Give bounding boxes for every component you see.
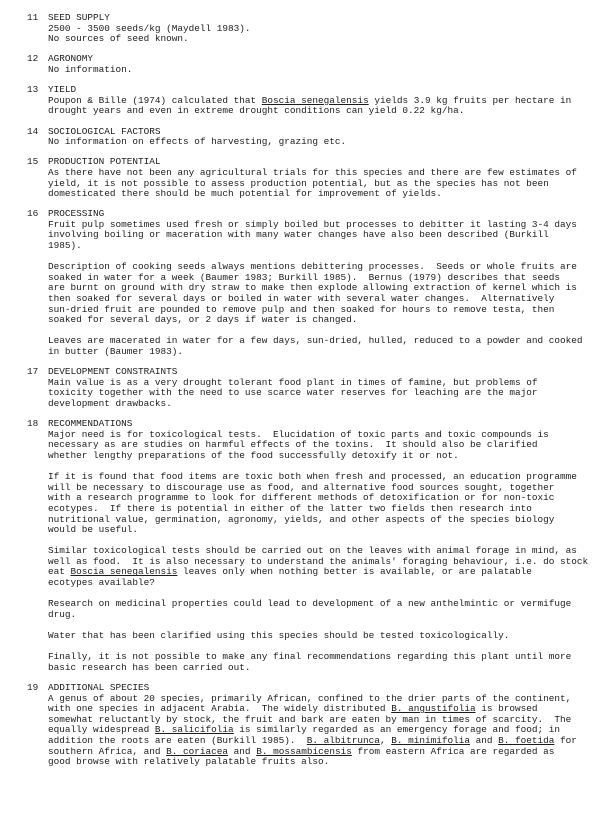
text-segment: Fruit pulp sometimes used fresh or simply boiled but processes to debitter it lasting 3-4 days xyxy=(48,218,577,230)
text-line xyxy=(48,34,607,45)
section-heading: RECOMMENDATIONS xyxy=(48,418,133,430)
text-segment: sun-dried fruit are pounded to remove pulp and then soaked for hours to remove testa, then xyxy=(48,303,555,315)
text-line xyxy=(48,525,607,536)
text-segment: in butter (Baumer 1983). xyxy=(48,346,184,357)
text-segment: with one species in adjacent Arabia. The widely distributed xyxy=(48,703,392,715)
section-14 xyxy=(27,127,607,148)
text-segment: leaves only when nothing better is available, or are palatable xyxy=(177,566,532,578)
text-line xyxy=(48,189,607,200)
paragraph xyxy=(48,137,607,148)
paragraph xyxy=(48,694,607,768)
species-name: B. mossambicensis xyxy=(256,745,352,757)
section-heading: SEED SUPPLY xyxy=(48,12,110,23)
text-line xyxy=(48,399,607,410)
paragraph xyxy=(48,430,607,462)
text-segment: eat xyxy=(48,566,71,578)
document-page xyxy=(27,13,607,777)
text-segment: are burnt on ground with dry straw to make then explode allowing extraction of kernel which is xyxy=(48,282,577,294)
section-15 xyxy=(27,157,607,199)
text-segment: then soaked for several days or boiled in water with several water changes. Alternatively xyxy=(48,293,555,305)
text-segment: soaked for several days, or 2 days if water is changed. xyxy=(48,314,358,326)
paragraph xyxy=(48,631,607,642)
section-heading: DEVELOPMENT CONSTRAINTS xyxy=(48,366,178,378)
section-number: 14 xyxy=(27,125,39,137)
section-number: 13 xyxy=(27,84,39,96)
section-number: 16 xyxy=(27,208,39,220)
text-segment: Finally, it is not possible to make any final recommendations regarding this plant until more xyxy=(48,651,572,663)
paragraph xyxy=(48,168,607,200)
paragraph xyxy=(48,262,607,326)
text-segment: domesticated there should be much potential for improvement of yields. xyxy=(48,188,442,200)
text-segment: Main value is as a very drought tolerant food plant in times of famine, but problems of xyxy=(48,376,538,388)
text-segment: necessary as are studies on harmful effects of the toxins. It should also be clarified xyxy=(48,439,538,451)
text-line xyxy=(48,578,607,589)
section-heading: PROCESSING xyxy=(48,208,105,220)
paragraph xyxy=(48,472,607,536)
text-segment: basic research has been carried out. xyxy=(48,661,251,673)
text-segment: , xyxy=(379,734,392,746)
section-13 xyxy=(27,85,607,117)
text-segment: No sources of seed known. xyxy=(48,33,189,45)
text-segment: ecotypes. If there is potential in either of the latter two fields then research into xyxy=(48,502,532,514)
species-name: B. minimifolia xyxy=(391,734,470,746)
text-line xyxy=(48,241,607,252)
paragraph xyxy=(48,336,607,357)
text-segment: Similar toxicological tests should be carried out on the leaves with animal forage in mind, as xyxy=(48,545,577,557)
text-segment: would be useful. xyxy=(48,524,139,536)
paragraph xyxy=(48,378,607,410)
text-line xyxy=(48,663,607,674)
text-segment: involving boiling or maceration with many water changes have also been described (Burkill xyxy=(48,229,549,241)
text-segment: whether lengthy preparations of the food successfully detoxify it or not. xyxy=(48,449,459,461)
species-name: Boscia senegalensis xyxy=(70,566,178,578)
text-segment: yields 3.9 kg fruits per hectare in xyxy=(368,94,572,106)
text-line xyxy=(48,599,607,610)
text-segment: for xyxy=(554,734,577,746)
text-line xyxy=(48,631,607,642)
paragraph xyxy=(48,652,607,673)
text-segment: development drawbacks. xyxy=(48,397,172,409)
section-18 xyxy=(27,419,607,673)
text-segment: nutritional value, germination, agronomy, yields, and other aspects of the species biology xyxy=(48,513,555,525)
section-heading: YIELD xyxy=(48,84,77,96)
text-segment: Leaves are macerated in water for a few days, sun-dried, hulled, reduced to a powder and cooked xyxy=(48,335,583,347)
text-segment: equally widespread xyxy=(48,724,155,736)
species-name: B. angustifolia xyxy=(391,703,476,715)
text-segment: No information on effects of harvesting, grazing etc. xyxy=(48,136,347,148)
section-number: 12 xyxy=(27,53,39,65)
species-name: B. salicifolia xyxy=(154,724,234,736)
species-name: B. albitrunca xyxy=(306,734,380,746)
section-number: 17 xyxy=(27,366,39,378)
text-segment: will be necessary to discourage use as food, and alternative food sources sought, together xyxy=(48,481,555,493)
text-segment: and xyxy=(228,745,257,757)
text-line xyxy=(48,610,607,621)
text-segment: Water that has been clarified using this species should be tested toxicologically. xyxy=(48,630,510,642)
text-segment: from eastern Africa are regarded as xyxy=(351,745,555,757)
text-segment: Research on medicinal properties could lead to development of a new anthelmintic or vermifuge xyxy=(48,598,572,610)
section-heading: PRODUCTION POTENTIAL xyxy=(48,156,161,168)
section-heading: AGRONOMY xyxy=(48,53,94,65)
paragraph xyxy=(48,599,607,620)
text-segment: Poupon & Bille (1974) calculated that xyxy=(48,94,262,106)
paragraph xyxy=(48,220,607,252)
text-segment: drought years and even in extreme drought conditions can yield 0.22 kg/ha. xyxy=(48,105,465,117)
text-segment: well as food. It is also necessary to understand the animals' foraging behaviour, i.e. do stock xyxy=(48,555,589,567)
text-line xyxy=(48,757,607,768)
text-segment: and xyxy=(469,734,499,746)
text-line xyxy=(48,106,607,117)
text-segment: yield, it is not possible to assess production potential, but as the species has not been xyxy=(48,177,549,189)
section-heading: ADDITIONAL SPECIES xyxy=(48,682,150,693)
species-name: Boscia senegalensis xyxy=(261,94,369,106)
text-segment: with a research programme to look for different methods of detoxification or for non-toxic xyxy=(48,492,555,504)
text-line xyxy=(48,315,607,326)
text-segment: toxicity together with the need to use scarce water reserves for leaching are the major xyxy=(48,387,538,399)
text-segment: addition the roots are eaten (Burkill 1985). xyxy=(48,734,307,746)
section-11 xyxy=(27,13,607,45)
section-number: 19 xyxy=(27,682,39,693)
section-12 xyxy=(27,54,607,75)
text-segment: Description of cooking seeds always mentions debittering processes. Seeds or whole fruits are xyxy=(48,261,577,273)
text-segment: If it is found that food items are toxic both when fresh and processed, an education programme xyxy=(48,471,577,483)
section-19 xyxy=(27,683,607,768)
text-segment: 2500 - 3500 seeds/kg (Maydell 1983). xyxy=(48,22,251,34)
paragraph xyxy=(48,546,607,588)
text-segment: is browsed xyxy=(475,703,538,715)
text-line xyxy=(48,230,607,241)
text-line xyxy=(48,65,607,76)
section-number: 18 xyxy=(27,418,39,430)
section-17 xyxy=(27,367,607,409)
text-segment: Major need is for toxicological tests. Elucidation of toxic parts and toxic compounds is xyxy=(48,428,549,440)
section-number: 15 xyxy=(27,156,39,168)
section-16 xyxy=(27,209,607,357)
section-heading: SOCIOLOGICAL FACTORS xyxy=(48,125,161,137)
text-segment: 1985). xyxy=(48,240,82,252)
text-segment: drug. xyxy=(48,608,77,620)
text-line xyxy=(48,347,607,358)
species-name: B. coriacea xyxy=(166,745,229,757)
paragraph xyxy=(48,24,607,45)
section-number: 11 xyxy=(27,12,39,23)
text-segment: southern Africa, and xyxy=(48,745,167,757)
text-segment: A genus of about 20 species, primarily African, confined to the drier parts of the continent, xyxy=(48,692,572,704)
paragraph xyxy=(48,65,607,76)
text-segment: is similarly regarded as an emergency forage and food; in xyxy=(233,724,560,736)
species-name: B. foetida xyxy=(498,734,555,746)
text-segment: No information. xyxy=(48,63,133,75)
text-segment: As there have not been any agricultural trials for this species and there are few estimates of xyxy=(48,166,577,178)
text-line xyxy=(48,137,607,148)
text-segment: somewhat reluctantly by stock, the fruit and bark are eaten by man in times of scarcity. The xyxy=(48,713,572,725)
text-segment: ecotypes available? xyxy=(48,577,155,589)
text-segment: soaked in water for a week (Baumer 1983; Burkill 1985). Bernus (1979) describes that seeds xyxy=(48,271,560,283)
text-segment: good browse with relatively palatable fruits also. xyxy=(48,756,330,768)
paragraph xyxy=(48,96,607,117)
text-line xyxy=(48,451,607,462)
